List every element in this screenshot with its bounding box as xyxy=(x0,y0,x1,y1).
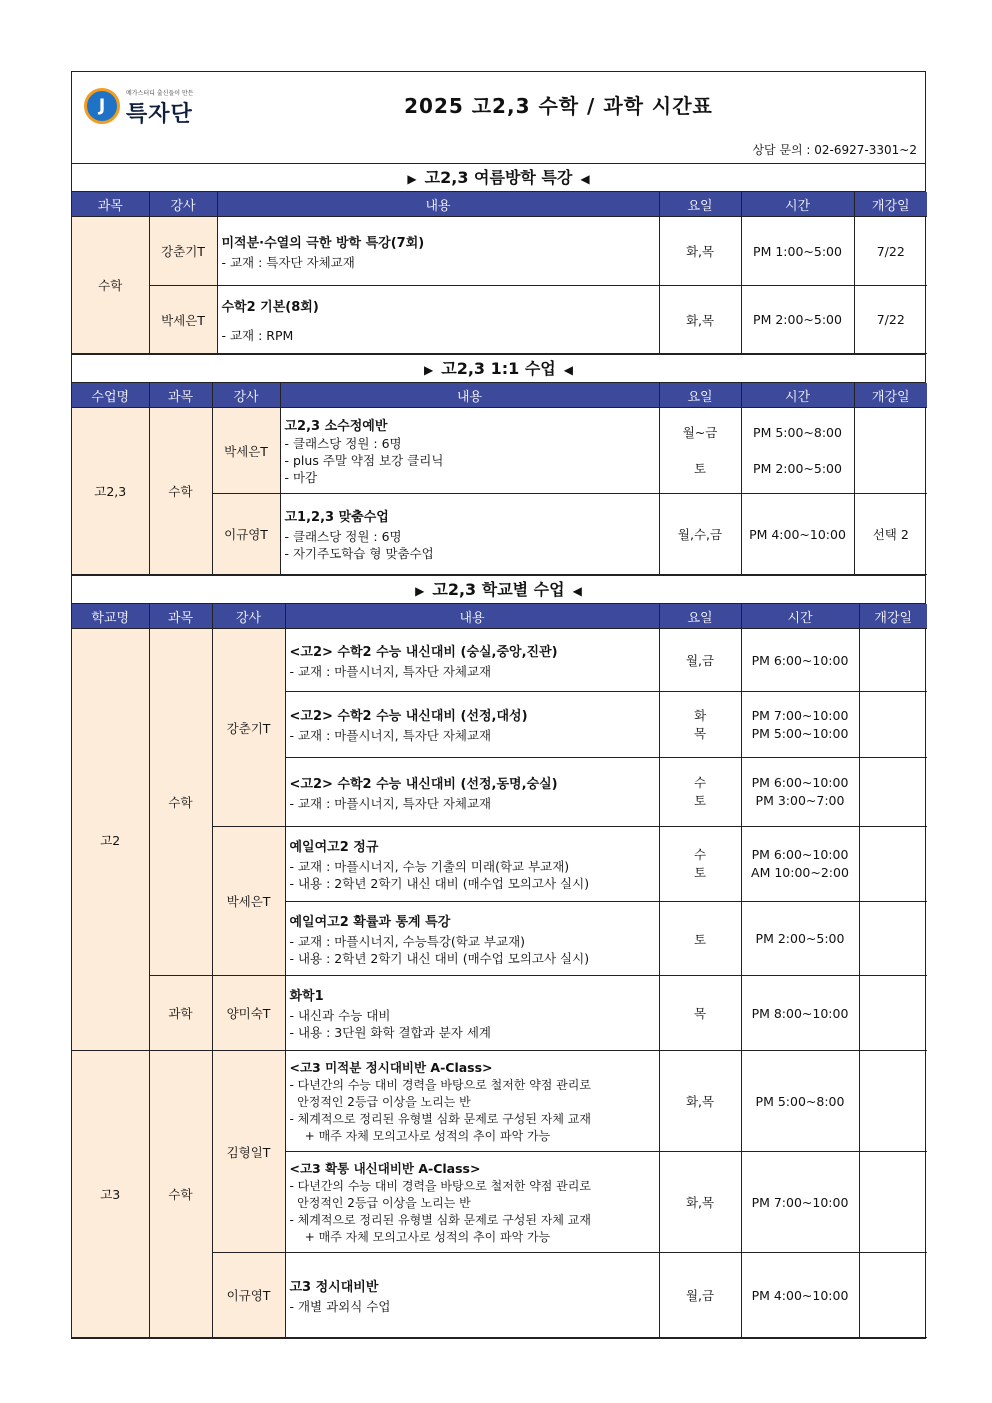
day-cell: 화,목 xyxy=(659,1152,741,1253)
time-cell xyxy=(741,827,859,902)
day-cell xyxy=(659,692,741,758)
table-row xyxy=(72,286,927,354)
day-cell: 화,목 xyxy=(659,217,741,286)
page-title: 2025 고2,3 수학 / 과학 시간표 xyxy=(404,94,713,118)
col-header: 내용 xyxy=(285,604,659,629)
content-title: 고1,2,3 맞춤수업 xyxy=(284,510,389,525)
day-cell xyxy=(659,408,741,494)
start-cell xyxy=(859,1253,927,1338)
time-line: PM 2:00~5:00 xyxy=(753,460,842,476)
subject-cell: 수학 xyxy=(72,217,149,354)
class-name-cell: 고2,3 xyxy=(72,408,149,575)
day-cell xyxy=(659,827,741,902)
day-line: 화 xyxy=(693,707,707,723)
triangle-right-icon: ▶ xyxy=(415,584,425,598)
content-line: - 내용 : 2학년 2학기 내신 대비 (매수업 모의고사 실시) xyxy=(289,876,590,891)
start-cell xyxy=(859,827,927,902)
day-line: 월~금 xyxy=(682,424,718,440)
content-cell xyxy=(285,827,659,902)
content-line: + 매주 자체 모의고사로 성적의 추이 파악 가능 xyxy=(289,1229,551,1244)
time-cell xyxy=(741,408,854,494)
school-cell: 고2 xyxy=(72,629,149,1051)
time-cell xyxy=(741,692,859,758)
col-header: 강사 xyxy=(149,192,217,217)
teacher-cell: 강춘기T xyxy=(149,217,217,286)
content-line: - 다년간의 수능 대비 경력을 바탕으로 철저한 약점 관리로 xyxy=(289,1178,591,1193)
content-cell xyxy=(285,902,659,976)
timetable-sheet xyxy=(71,71,926,1339)
subject-cell: 과학 xyxy=(149,976,212,1051)
day-cell: 월,수,금 xyxy=(659,494,741,575)
triangle-left-icon: ◀ xyxy=(580,172,590,186)
content-line: - 내용 : 3단원 화학 결합과 분자 세계 xyxy=(289,1025,491,1040)
content-title: <고3 미적분 정시대비반 A-Class> xyxy=(289,1059,493,1075)
start-cell xyxy=(859,758,927,827)
content-title: 수학2 기본(8회) xyxy=(221,299,319,315)
school-cell: 고3 xyxy=(72,1051,149,1338)
logo-name: 특자단 xyxy=(126,102,193,127)
time-cell xyxy=(741,758,859,827)
day-line: 토 xyxy=(693,865,707,880)
triangle-left-icon: ◀ xyxy=(563,363,573,377)
teacher-cell: 김형일T xyxy=(212,1051,285,1253)
time-cell: PM 8:00~10:00 xyxy=(741,976,859,1051)
header xyxy=(72,72,925,164)
start-cell: 선택 2 xyxy=(854,494,927,575)
teacher-cell: 박세은T xyxy=(212,827,285,976)
col-header: 수업명 xyxy=(72,383,149,408)
content-cell xyxy=(285,692,659,758)
start-cell: 7/22 xyxy=(854,286,927,354)
content-line: + 매주 자체 모의고사로 성적의 추이 파악 가능 xyxy=(289,1128,551,1143)
day-cell xyxy=(659,758,741,827)
day-cell: 월,금 xyxy=(659,629,741,692)
content-title: <고2> 수학2 수능 내신대비 (숭실,중앙,진관) xyxy=(289,644,558,660)
content-cell xyxy=(217,286,659,354)
day-cell: 화,목 xyxy=(659,1051,741,1152)
content-line: - 내용 : 2학년 2학기 내신 대비 (매수업 모의고사 실시) xyxy=(289,950,590,966)
day-line: 수 xyxy=(693,775,707,790)
content-line: - 교재 : 특자단 자체교재 xyxy=(221,254,355,270)
col-header: 요일 xyxy=(659,604,741,629)
logo-mark-icon: J xyxy=(84,88,120,124)
day-cell: 토 xyxy=(659,902,741,976)
oneonone-table xyxy=(72,383,927,575)
time-cell: PM 6:00~10:00 xyxy=(741,629,859,692)
time-line: PM 3:00~7:00 xyxy=(755,793,845,808)
content-line: - 교재 : 마플시너지, 수능 기출의 미래(학교 부교재) xyxy=(289,859,570,874)
content-line: - 체계적으로 정리된 유형별 심화 문제로 구성된 자체 교재 xyxy=(289,1212,591,1227)
teacher-cell: 박세은T xyxy=(149,286,217,354)
time-cell: PM 7:00~10:00 xyxy=(741,1152,859,1253)
col-header: 시간 xyxy=(741,383,854,408)
table-row xyxy=(72,217,927,286)
teacher-cell: 강춘기T xyxy=(212,629,285,827)
col-header: 학교명 xyxy=(72,604,149,629)
time-line: PM 7:00~10:00 xyxy=(751,707,849,723)
day-cell: 월,금 xyxy=(659,1253,741,1338)
table-row xyxy=(72,408,927,494)
time-line: PM 6:00~10:00 xyxy=(751,847,849,862)
col-header: 과목 xyxy=(72,192,149,217)
subject-cell: 수학 xyxy=(149,629,212,976)
col-header: 시간 xyxy=(741,192,854,217)
content-line: - 클래스당 정원 : 6명 xyxy=(284,436,402,451)
start-cell xyxy=(854,408,927,494)
content-line: - 내신과 수능 대비 xyxy=(289,1008,391,1023)
col-header: 개강일 xyxy=(854,192,927,217)
section-title-text: 고2,3 여름방학 특강 xyxy=(424,168,573,187)
logo-tagline: 메가스터디 출신들이 만든 xyxy=(126,90,194,97)
start-cell xyxy=(859,692,927,758)
content-cell xyxy=(285,758,659,827)
summer-table xyxy=(72,192,927,354)
table-header-row xyxy=(72,192,927,217)
content-title: 고2,3 소수정예반 xyxy=(284,419,388,434)
content-line: - 체계적으로 정리된 유형별 심화 문제로 구성된 자체 교재 xyxy=(289,1111,591,1126)
content-cell xyxy=(280,494,659,575)
col-header: 시간 xyxy=(741,604,859,629)
teacher-cell: 이규영T xyxy=(212,494,280,575)
content-line: - 마감 xyxy=(284,470,318,485)
col-header: 과목 xyxy=(149,383,212,408)
content-title: 예일여고2 정규 xyxy=(289,840,379,855)
content-title: 화학1 xyxy=(289,989,324,1004)
content-cell xyxy=(285,629,659,692)
start-cell xyxy=(859,1051,927,1152)
triangle-left-icon: ◀ xyxy=(572,584,582,598)
day-line: 목 xyxy=(693,725,707,741)
time-cell: PM 4:00~10:00 xyxy=(741,494,854,575)
table-header-row xyxy=(72,383,927,408)
content-line: - 클래스당 정원 : 6명 xyxy=(284,529,402,544)
section-title-text: 고2,3 학교별 수업 xyxy=(432,580,565,599)
start-cell xyxy=(859,976,927,1051)
content-title: <고2> 수학2 수능 내신대비 (선정,대성) xyxy=(289,709,528,724)
table-row xyxy=(72,976,927,1051)
start-cell: 7/22 xyxy=(854,217,927,286)
content-cell xyxy=(285,1152,659,1253)
day-cell: 목 xyxy=(659,976,741,1051)
content-line: - 교재 : 마플시너지, 특자단 자체교재 xyxy=(289,728,492,743)
col-header: 내용 xyxy=(280,383,659,408)
section-title-text: 고2,3 1:1 수업 xyxy=(441,359,556,378)
content-line: - 개별 과외식 수업 xyxy=(289,1298,391,1314)
time-line: PM 5:00~10:00 xyxy=(751,725,849,741)
content-line: 안정적인 2등급 이상을 노리는 반 xyxy=(289,1195,471,1210)
content-title: <고3 확통 내신대비반 A-Class> xyxy=(289,1160,481,1176)
content-title: 고3 정시대비반 xyxy=(289,1279,379,1295)
content-title: <고2> 수학2 수능 내신대비 (선정,동명,숭실) xyxy=(289,776,558,792)
teacher-cell: 이규영T xyxy=(212,1253,285,1338)
teacher-cell: 양미숙T xyxy=(212,976,285,1051)
content-title: 미적분·수열의 극한 방학 특강(7회) xyxy=(221,235,425,251)
col-header: 내용 xyxy=(217,192,659,217)
day-cell: 화,목 xyxy=(659,286,741,354)
col-header: 개강일 xyxy=(854,383,927,408)
day-line: 토 xyxy=(693,460,707,476)
table-header-row xyxy=(72,604,927,629)
content-line: - 교재 : 마플시너지, 특자단 자체교재 xyxy=(289,795,492,811)
content-line: - 교재 : 마플시너지, 수능특강(학교 부교재) xyxy=(289,933,526,949)
content-cell xyxy=(217,217,659,286)
content-cell xyxy=(285,1253,659,1338)
time-cell: PM 4:00~10:00 xyxy=(741,1253,859,1338)
time-line: PM 6:00~10:00 xyxy=(751,775,849,790)
school-table xyxy=(72,604,927,1338)
content-line: - plus 주말 약점 보강 클리닉 xyxy=(284,453,444,468)
day-line: 수 xyxy=(693,847,707,862)
content-cell xyxy=(285,976,659,1051)
table-row xyxy=(72,629,927,692)
time-cell: PM 2:00~5:00 xyxy=(741,902,859,976)
content-line: - 교재 : RPM xyxy=(221,327,294,343)
start-cell xyxy=(859,629,927,692)
content-line: - 자기주도학습 형 맞춤수업 xyxy=(284,546,434,561)
content-line: - 다년간의 수능 대비 경력을 바탕으로 철저한 약점 관리로 xyxy=(289,1077,591,1092)
content-title: 예일여고2 확률과 통계 특강 xyxy=(289,914,451,930)
time-cell: PM 5:00~8:00 xyxy=(741,1051,859,1152)
section-school-title xyxy=(72,575,925,604)
triangle-right-icon: ▶ xyxy=(424,363,434,377)
time-line: PM 5:00~8:00 xyxy=(753,424,842,440)
col-header: 개강일 xyxy=(859,604,927,629)
content-line: - 교재 : 마플시너지, 특자단 자체교재 xyxy=(289,663,492,679)
subject-cell: 수학 xyxy=(149,408,212,575)
section-summer-title xyxy=(72,164,925,192)
col-header: 요일 xyxy=(659,192,741,217)
contact-info: 상담 문의 : 02-6927-3301~2 xyxy=(752,143,917,157)
content-cell xyxy=(280,408,659,494)
content-line: 안정적인 2등급 이상을 노리는 반 xyxy=(289,1094,471,1109)
triangle-right-icon: ▶ xyxy=(407,172,417,186)
time-cell: PM 2:00~5:00 xyxy=(741,286,854,354)
table-row xyxy=(72,1051,927,1152)
section-oneonone-title xyxy=(72,354,925,383)
start-cell xyxy=(859,1152,927,1253)
day-line: 토 xyxy=(693,793,707,808)
time-line: AM 10:00~2:00 xyxy=(751,865,849,880)
start-cell xyxy=(859,902,927,976)
col-header: 강사 xyxy=(212,604,285,629)
col-header: 요일 xyxy=(659,383,741,408)
subject-cell: 수학 xyxy=(149,1051,212,1338)
time-cell: PM 1:00~5:00 xyxy=(741,217,854,286)
teacher-cell: 박세은T xyxy=(212,408,280,494)
col-header: 과목 xyxy=(149,604,212,629)
col-header: 강사 xyxy=(212,383,280,408)
content-cell xyxy=(285,1051,659,1152)
